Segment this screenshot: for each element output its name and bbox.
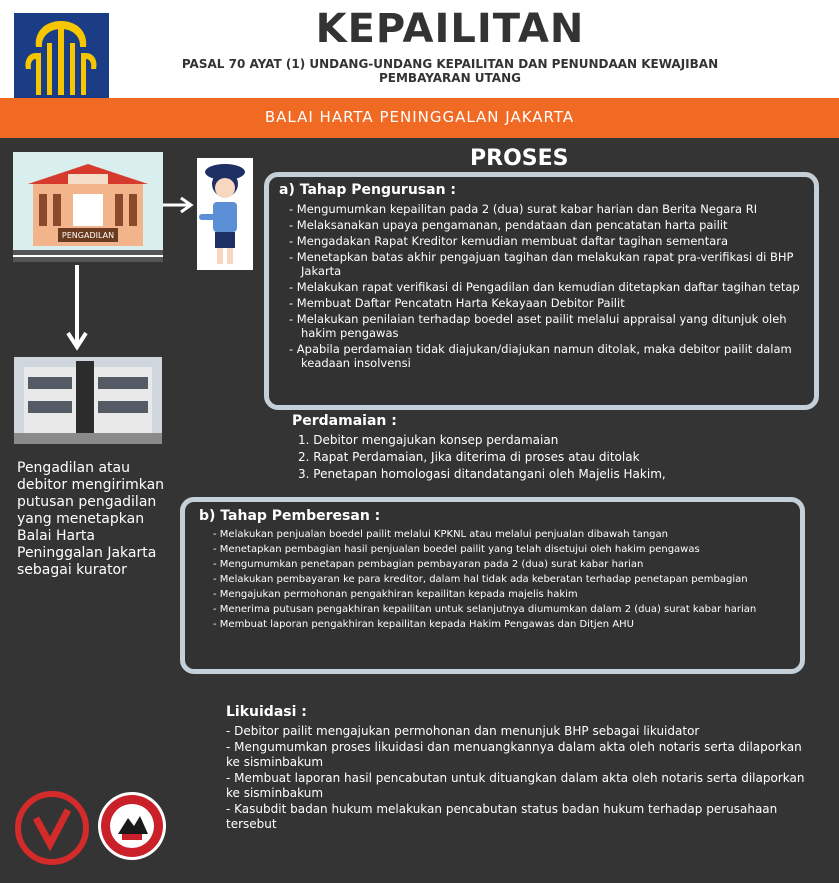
list-item: - Melakukan rapat verifikasi di Pengadilan dan kemudian ditetapkan daftar tagihan tetap — [289, 280, 800, 294]
list-item: - Apabila perdamaian tidak diajukan/diajukan namun ditolak, maka debitor pailit dalam keadaan insolvensi — [289, 342, 792, 370]
proses-heading: PROSES — [470, 146, 569, 171]
list-item: - Menerima putusan pengakhiran kepailitan untuk selanjutnya diumumkan dalam 2 (dua) surat kabar harian — [213, 604, 757, 615]
list-item: 3. Penetapan homologasi ditandatangani oleh Majelis Hakim, — [298, 467, 666, 481]
list-item: - Menetapkan batas akhir pengajuan tagihan dan melakukan rapat pra-verifikasi di BHP Jakarta — [289, 250, 794, 278]
list-item: - Membuat laporan pengakhiran kepailitan kepada Hakim Pengawas dan Ditjen AHU — [213, 619, 634, 630]
list-item: - Debitor pailit mengajukan permohonan dan menunjuk BHP sebagai likuidator — [226, 724, 700, 738]
page-title: KEPAILITAN — [315, 6, 585, 52]
list-item: - Mengumumkan proses likuidasi dan menuangkannya dalam akta oleh notaris serta dilaporkan ke sisminbakum — [226, 740, 802, 769]
anti-corruption-badge — [14, 790, 90, 866]
list-item: - Melakukan penjualan boedel pailit melalui KPKNL atau melalui penjualan dibawah tangan — [213, 529, 668, 540]
banner — [0, 98, 839, 138]
likuidasi-section — [226, 704, 816, 833]
pemberesan-box — [180, 497, 805, 674]
court-illustration — [13, 152, 163, 262]
banner-text: BALAI HARTA PENINGGALAN JAKARTA — [264, 108, 575, 126]
list-item: - Mengadakan Rapat Kreditor kemudian membuat daftar tagihan sementara — [289, 234, 729, 248]
building-icon — [14, 357, 162, 444]
list-item: - Mengajukan permohonan pengakhiran kepailitan kepada majelis hakim — [213, 589, 578, 600]
tree-emblem-icon — [14, 13, 109, 105]
list-item: - Mengumumkan kepailitan pada 2 (dua) surat kabar harian dan Berita Negara RI — [289, 202, 758, 216]
courthouse-icon — [13, 152, 163, 262]
court-sign: PENGADILAN — [61, 231, 115, 240]
officer-icon — [197, 158, 253, 270]
list-item: - Melakukan penilaian terhadap boedel aset pailit melalui appraisal yang ditunjuk oleh hakim pengawas — [289, 312, 787, 340]
arrow-right-icon — [163, 195, 197, 215]
perdamaian-section — [292, 413, 666, 484]
officer-illustration — [197, 158, 253, 270]
list-item: 2. Rapat Perdamaian, Jika diterima di proses atau ditolak — [298, 450, 640, 464]
list-item: - Kasubdit badan hukum melakukan pencabutan status badan hukum terhadap perusahaan tersebut — [226, 802, 778, 831]
pengurusan-box — [264, 172, 819, 410]
list-item: - Melakukan pembayaran ke para kreditor, dalam hal tidak ada keberatan terhadap penetapan pembagian — [213, 574, 748, 585]
list-item: - Membuat Daftar Pencatatn Harta Kekayaan Debitor Pailit — [289, 296, 625, 310]
likuidasi-title: Likuidasi : — [226, 704, 307, 720]
pengurusan-title: a) Tahap Pengurusan : — [279, 182, 457, 198]
corporate-university-icon — [96, 790, 168, 862]
anti-corruption-icon — [14, 790, 90, 866]
list-item: - Membuat laporan hasil pencabutan untuk dituangkan dalam akta oleh notaris serta dilaporkan ke sisminbakum — [226, 771, 805, 800]
pemberesan-title: b) Tahap Pemberesan : — [199, 508, 381, 524]
bhp-building-photo — [14, 357, 162, 444]
court-description: Pengadilan atau debitor mengirimkan putusan pengadilan yang menetapkan Balai Harta Peninggalan Jakarta sebagai kurator — [17, 460, 165, 578]
list-item: - Menetapkan pembagian hasil penjualan boedel pailit yang telah disetujui oleh hakim pengawas — [213, 544, 700, 555]
page-subtitle: PASAL 70 AYAT (1) UNDANG-UNDANG KEPAILITAN DAN PENUNDAAN KEWAJIBAN PEMBAYARAN UTANG — [181, 57, 719, 85]
corporate-university-badge — [96, 790, 168, 862]
list-item: - Mengumumkan penetapan pembagian pembayaran pada 2 (dua) surat kabar harian — [213, 559, 644, 570]
arrow-down-icon — [65, 265, 89, 355]
list-item: - Melaksanakan upaya pengamanan, pendataan dan pencatatan harta pailit — [289, 218, 728, 232]
perdamaian-title: Perdamaian : — [292, 413, 397, 429]
list-item: 1. Debitor mengajukan konsep perdamaian — [298, 433, 559, 447]
header — [0, 0, 839, 98]
